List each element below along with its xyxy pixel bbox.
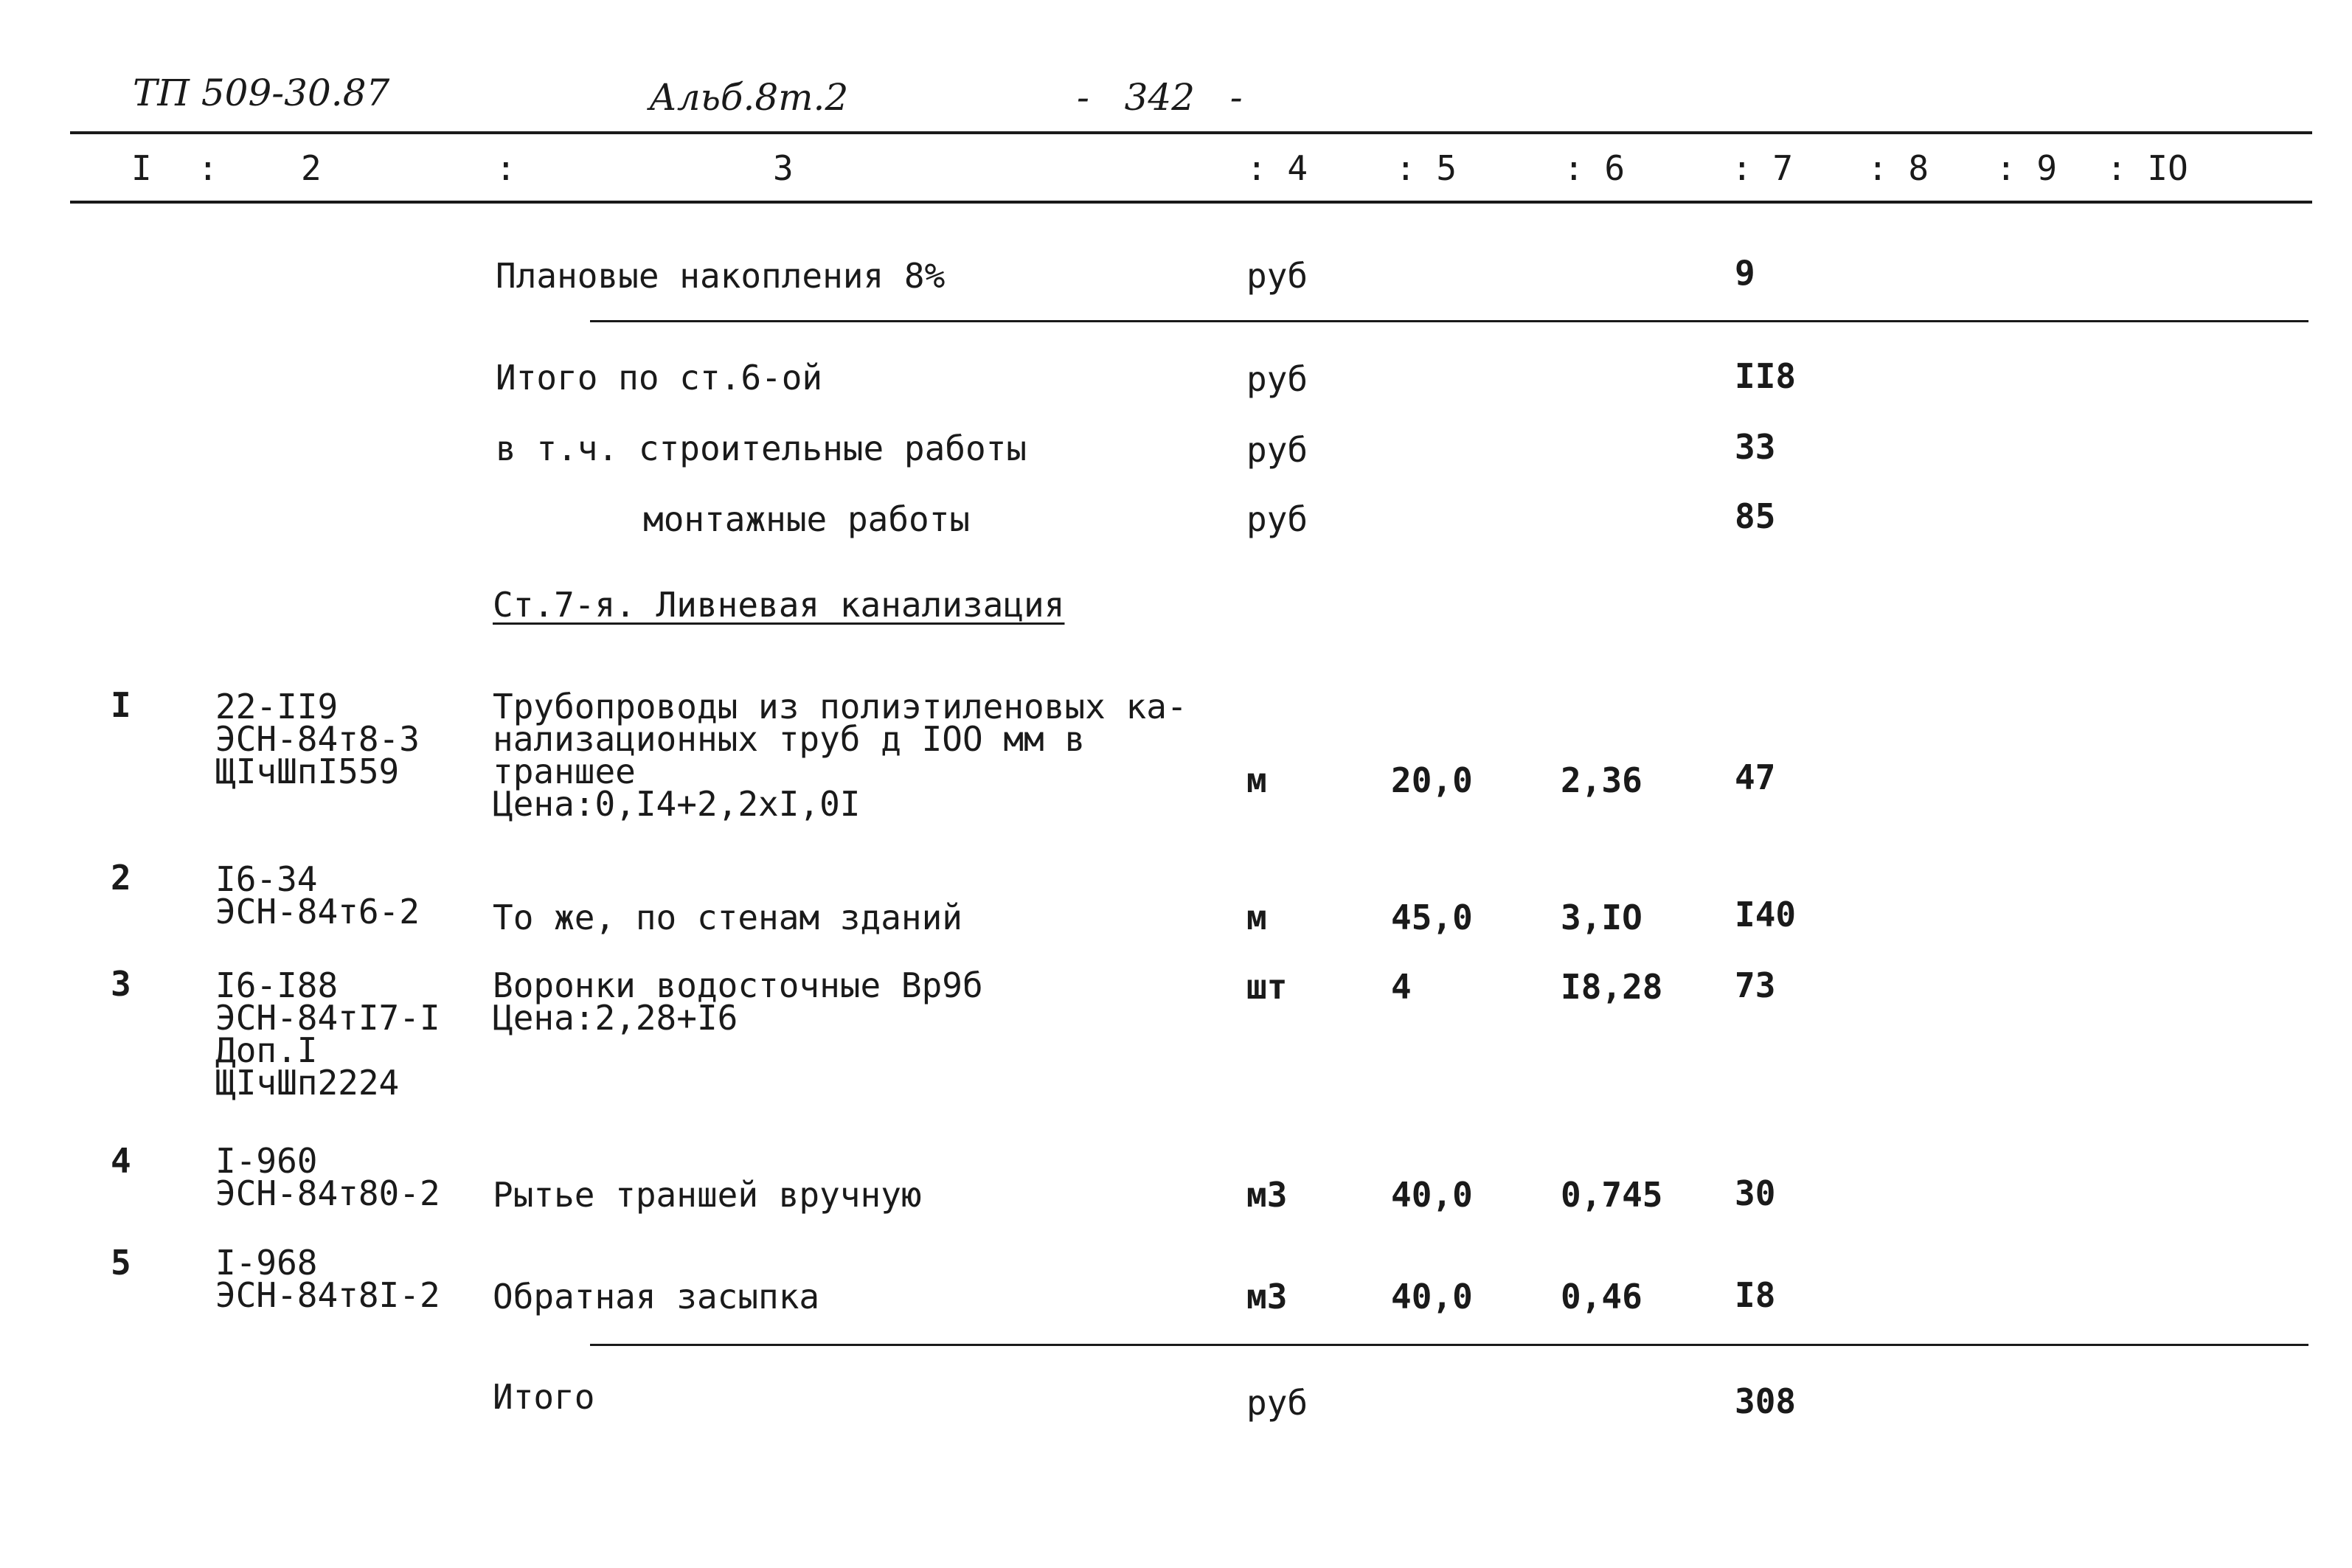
summary-value: 85 bbox=[1735, 496, 1776, 536]
summary-name: монтажные работы bbox=[643, 499, 971, 539]
header-rule-bottom bbox=[70, 201, 2312, 204]
row-unit: м bbox=[1246, 760, 1267, 800]
col-header-8: : 8 bbox=[1867, 148, 1929, 188]
row-unit: м bbox=[1246, 898, 1267, 937]
album-reference: Альб.8т.2 bbox=[649, 76, 849, 119]
row-unit: шт bbox=[1246, 967, 1288, 1007]
col-header-4: : 4 bbox=[1246, 148, 1308, 188]
summary-value: 9 bbox=[1735, 253, 1755, 293]
summary-value: II8 bbox=[1735, 356, 1797, 396]
row-description: Трубопроводы из полиэтиленовых ка- нализационных труб д IOO мм в траншее Цена:0,I4+2,2хI,0I bbox=[493, 687, 1187, 824]
col-header-6: : 6 bbox=[1564, 148, 1626, 188]
row-code: I6-34 ЭСН-84т6-2 bbox=[215, 859, 420, 932]
summary-unit: руб bbox=[1246, 359, 1308, 399]
summary-name: в т.ч. строительные работы bbox=[496, 429, 1027, 468]
section-title: Ст.7-я. Ливневая канализация bbox=[493, 585, 1065, 625]
row-description: Воронки водосточные Вр9б Цена:2,28+I6 bbox=[493, 965, 983, 1038]
document-code: ТП 509-30.87 bbox=[133, 72, 390, 114]
row-number: I bbox=[111, 685, 131, 725]
col-header-2: 2 bbox=[301, 148, 322, 188]
header-rule-top bbox=[70, 131, 2312, 134]
total-unit: руб bbox=[1246, 1383, 1308, 1423]
row-unit-price: I8,28 bbox=[1561, 967, 1663, 1007]
row-total: I8 bbox=[1735, 1275, 1776, 1315]
row-number: 5 bbox=[111, 1243, 131, 1283]
row-code: I-968 ЭСН-84т8I-2 bbox=[215, 1243, 440, 1315]
summary-value: 33 bbox=[1735, 427, 1776, 467]
col-sep-2: : bbox=[496, 148, 516, 188]
row-total: I40 bbox=[1735, 895, 1797, 934]
row-description: Обратная засыпка bbox=[493, 1277, 820, 1317]
summary-name: Итого по ст.6-ой bbox=[496, 358, 823, 398]
row-description: То же, по стенам зданий bbox=[493, 898, 962, 937]
row-number: 3 bbox=[111, 964, 131, 1004]
row-total: 47 bbox=[1735, 757, 1776, 797]
row-total: 73 bbox=[1735, 965, 1776, 1005]
row-unit-price: 3,IO bbox=[1561, 898, 1642, 937]
row-unit-price: 0,46 bbox=[1561, 1277, 1642, 1317]
row-total: 30 bbox=[1735, 1173, 1776, 1213]
summary-unit: руб bbox=[1246, 499, 1308, 539]
total-name: Итого bbox=[493, 1377, 595, 1417]
col-header-1: I bbox=[131, 148, 152, 188]
page-number: - 342 - bbox=[1077, 76, 1243, 119]
total-rule bbox=[590, 1344, 2308, 1346]
col-sep-1: : bbox=[198, 148, 218, 188]
row-quantity: 40,0 bbox=[1391, 1175, 1473, 1215]
row-code: I6-I88 ЭСН-84тI7-I Доп.I ЩIчШп2224 bbox=[215, 965, 440, 1103]
row-number: 2 bbox=[111, 858, 131, 898]
col-header-10: : IO bbox=[2106, 148, 2188, 188]
row-quantity: 20,0 bbox=[1391, 760, 1473, 800]
summary-name: Плановые накопления 8% bbox=[496, 256, 946, 296]
row-unit: м3 bbox=[1246, 1277, 1288, 1317]
row-quantity: 45,0 bbox=[1391, 898, 1473, 937]
row-number: 4 bbox=[111, 1141, 131, 1181]
summary-unit: руб bbox=[1246, 430, 1308, 470]
row-unit-price: 0,745 bbox=[1561, 1175, 1663, 1215]
row-unit-price: 2,36 bbox=[1561, 760, 1642, 800]
row-unit: м3 bbox=[1246, 1175, 1288, 1215]
col-header-3: 3 bbox=[773, 148, 794, 188]
row-code: I-960 ЭСН-84т80-2 bbox=[215, 1141, 440, 1213]
row-quantity: 4 bbox=[1391, 967, 1412, 1007]
col-header-5: : 5 bbox=[1395, 148, 1457, 188]
summary-rule bbox=[590, 320, 2308, 322]
row-code: 22-II9 ЭСН-84т8-3 ЩIчШпI559 bbox=[215, 687, 420, 791]
row-quantity: 40,0 bbox=[1391, 1277, 1473, 1317]
row-description: Рытье траншей вручную bbox=[493, 1175, 922, 1215]
total-value: 308 bbox=[1735, 1381, 1797, 1421]
col-header-9: : 9 bbox=[1996, 148, 2058, 188]
summary-unit: руб bbox=[1246, 256, 1308, 296]
col-header-7: : 7 bbox=[1732, 148, 1794, 188]
